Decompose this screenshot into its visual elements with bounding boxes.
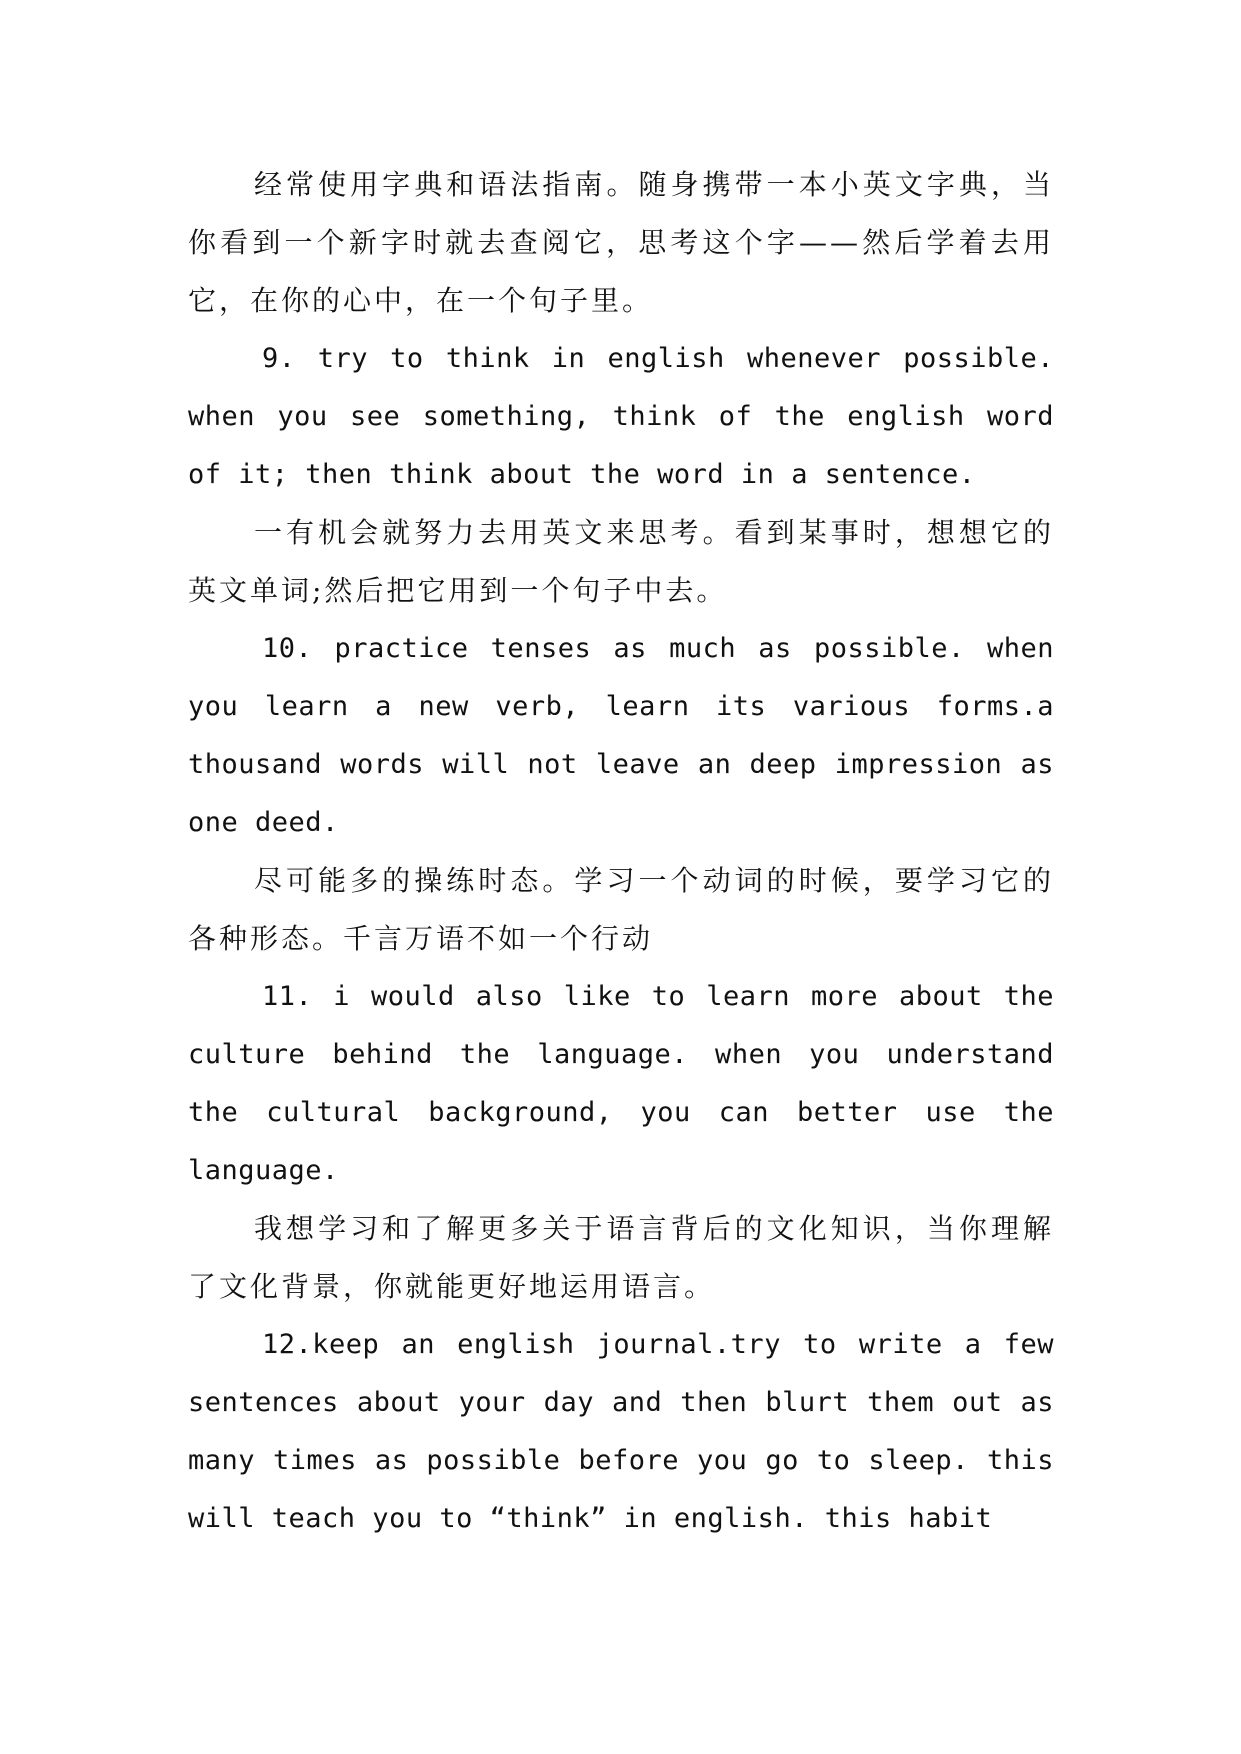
paragraph-tip-11-en: 11. i would also like to learn more about the culture behind the language. when you understand the cultural background, you can better use the language.: [188, 981, 1054, 1186]
paragraph-dictionary-tip-zh: 经常使用字典和语法指南。随身携带一本小英文字典，当你看到一个新字时就去查阅它，思考这个字——然后学着去用它，在你的心中，在一个句子里。: [188, 168, 1054, 317]
paragraph-tip-9-en: 9. try to think in english whenever possible. when you see something, think of the english word of it; then think about the word in a sentence.: [188, 343, 1054, 490]
paragraph-tip-11-zh: 我想学习和了解更多关于语言背后的文化知识，当你理解了文化背景，你就能更好地运用语言。: [188, 1212, 1054, 1303]
document-body: [188, 156, 1054, 1548]
paragraph-tip-9-zh: 一有机会就努力去用英文来思考。看到某事时，想想它的英文单词;然后把它用到一个句子中去。: [188, 516, 1054, 607]
paragraph-tip-12-en: 12.keep an english journal.try to write a few sentences about your day and then blurt them out as many times as possible before you go to sleep. this will teach you to “think” in english. this habit: [188, 1329, 1054, 1534]
paragraph-tip-10-zh: 尽可能多的操练时态。学习一个动词的时候，要学习它的各种形态。千言万语不如一个行动: [188, 864, 1054, 955]
paragraph-tip-10-en: 10. practice tenses as much as possible. when you learn a new verb, learn its various forms.a thousand words will not leave an deep impression as one deed.: [188, 633, 1054, 838]
